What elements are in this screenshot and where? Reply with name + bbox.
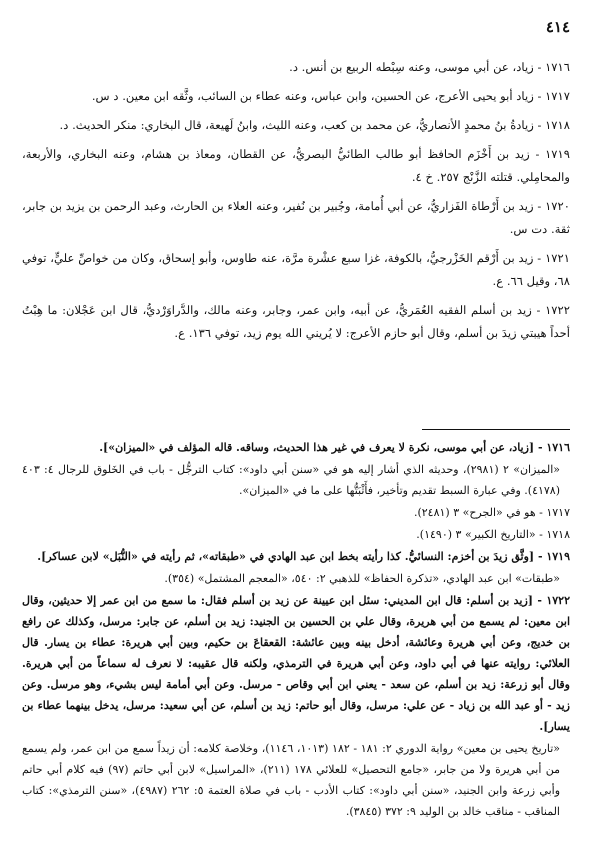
page-number: ٤١٤ bbox=[545, 18, 570, 36]
entry-1717: ١٧١٧ - زياد أبو يحيى الأعرج، عن الحسين، وابن عباس، وعنه عطاء بن السائب، وثَّقه ابن معين. د س. bbox=[91, 89, 570, 103]
footnote-1719-source: «طبقات» ابن عبد الهادي، «تذكرة الحفاظ» للذهبي ٢: ٥٤٠، «المعجم المشتمل» (٣٥٤). bbox=[164, 572, 560, 585]
footnote-divider bbox=[422, 429, 570, 430]
footnote-1719-bracket: ١٧١٩ - [وثَّق زيدَ بن أخزم: النسائيُّ. كذا رأيته بخط ابن عبد الهادي في «طبقاته»، ثم رأيته في «النُّبَل» لابن عساكر]. bbox=[37, 550, 570, 563]
main-entries bbox=[22, 56, 570, 351]
footnote-1722-source: «تاريخ يحيى بن معين» رواية الدوري ٢: ١٨١ - ١٨٢ (١٠١٣، ١١٤٦)، وخلاصة كلامه: أن زيداً سمع من ابن عمر، ولم يسمع من أبي هريرة ولا من جابر، «جامع التحصيل» للعلائي ١٧٨ (٢١١)، «المراسيل» لابن أبي حاتم (٩٧) فيه كلام أبي حاتم وأبي زرعة وابن الجنيد، «سنن أبي داود»: كتاب الأدب - باب في صلاة العتمة ٥: ٢٦٢ (٤٩٨٧)، «سنن الترمذي»: كتاب المناقب - مناقب خالد بن الوليد ٩: ٣٧٢ (٣٨٤٥). bbox=[22, 742, 561, 818]
entry-1721: ١٧٢١ - زيد بن أَرْقم الخَزْرجيُّ، بالكوفة، غزا سبع عشْرة مرَّة، عنه طاوس، وأبو إسحاق، وكان من خواصِّ عليٍّ، توفي ٦٨، وقيل ٦٦. ع. bbox=[22, 251, 570, 288]
footnote-1717: ١٧١٧ - هو في «الجرح» ٣ (٢٤٨١). bbox=[413, 506, 570, 519]
entry-1716: ١٧١٦ - زياد، عن أبي موسى، وعنه سِبْطه الربيع بن أنس. د. bbox=[289, 60, 570, 74]
footnote-1716-bracket: ١٧١٦ - [زياد، عن أبي موسى، نكرة لا يعرف في غير هذا الحديث، وساقه. قاله المؤلف في «الميزان»]. bbox=[99, 441, 570, 454]
footnote-1722-bracket: ١٧٢٢ - [زيد بن أسلم: قال ابن المديني: سئل ابن عيينة عن زيد بن أسلم فقال: ما سمع من ابن عمر إلا حديثين، وقال ابن معين: لم يسمع من أبي هريرة، وقال علي بن الحسين بن الجنيد: زيد بن أسلم، عن جابر: مرسل، وكذلك عن رافع بن خديج، وعن أبي هريرة وعائشة، أدخل بينه وبين عائشة: القعقاعَ بن حكيم، وبين أبي هريرة: عطاء بن يسار. قال العلائي: روايته عنها في أبي داود، وعن أبي هريرة في الترمذي، ولكنه قال عقيبه: لا نعرف له سماعاً من أبي هريرة. وقال أبو زرعة: زيد بن أسلم، عن سعد - يعني ابن أبي وقاص - مرسل. وعن أبي أمامة ليس بشيء، وهو مرسل. وعن زيد - أو عبد الله بن زياد - عن علي: مرسل، وقال أبو حاتم: زيد بن أسلم، عن أبي سعيد: مرسل، يدخل بينهما عطاء بن يسار]. bbox=[22, 594, 570, 733]
entry-1722: ١٧٢٢ - زيد بن أسلم الفقيه العُمَريُّ، عن أبيه، وابن عمر، وجابر، وعنه مالك، والدَّراوَرْديُّ، قال ابن عَجْلان: ما هِبْتُ أحداً هيبتي زيدَ بن أسلم، وقال أبو حازم الأعرج: لا يُريني الله يوم زيد، توفي ١٣٦. ع. bbox=[22, 303, 570, 340]
entry-1719: ١٧١٩ - زيد بن أَخْزَم الحافظ أبو طالب الطائيُّ البصريُّ، عن القطان، ومعاذ بن هشام، وعنه البخاري، والأربعة، والمحامِلي. قتلته الزَّنْج ٢٥٧. خ ٤. bbox=[22, 147, 570, 184]
entry-1718: ١٧١٨ - زيادةُ بنُ محمدٍ الأنصاريُّ، عن محمد بن كعب، وعنه الليث، وابنُ لَهيعة، قال البخاري: منكر الحديث. د. bbox=[59, 118, 570, 132]
footnotes bbox=[22, 437, 570, 823]
entry-1720: ١٧٢٠ - زيد بن أَرْطاة الفَزاريُّ، عن أبي أُمامة، وجُبير بن نُفير، وعنه العلاء بن الحارث، وعبد الرحمن بن يزيد بن جابر، ثقة. دت س. bbox=[22, 199, 570, 236]
footnote-1716-source: «الميزان» ٢ (٢٩٨١)، وحديثه الذي أشار إليه هو في «سنن أبي داود»: كتاب الترجُّل - باب في الخَلوق للرجال ٤: ٤٠٣ (٤١٧٨). وفي عبارة السبط تقديم وتأخير، فأَثْبَتُّها على ما في «الميزان». bbox=[22, 463, 560, 497]
footnote-1718: ١٧١٨ - «التاريخ الكبير» ٣ (١٤٩٠). bbox=[416, 528, 570, 541]
